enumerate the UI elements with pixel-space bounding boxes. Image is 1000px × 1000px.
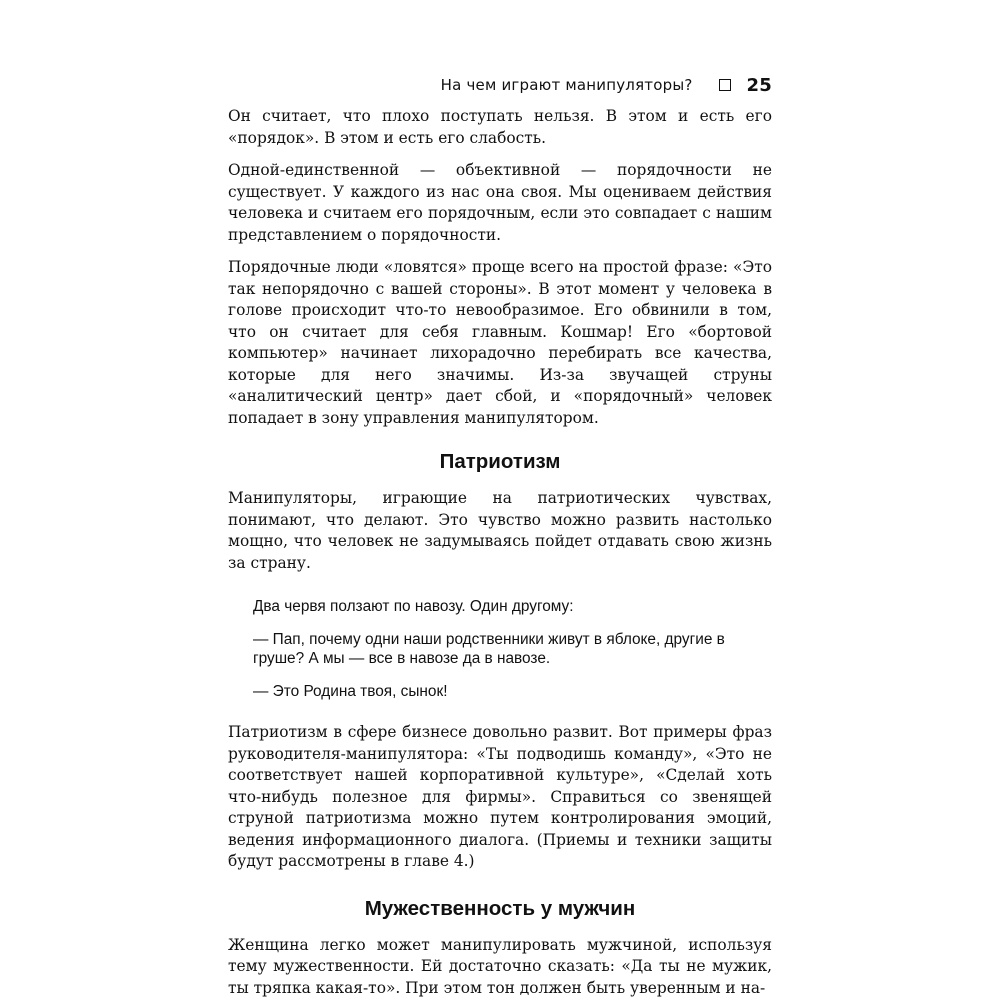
anecdote-line: — Пап, почему одни наши родственники живут в яблоке, другие в груше? А мы — все в навозе да в навозе.: [253, 630, 725, 667]
paragraph: Женщина легко может манипулировать мужчиной, используя тему мужественности. Ей достаточно сказать: «Да ты не мужик, ты тряпка какая-то». При этом тон должен быть уверенным и на-: [228, 935, 772, 997]
square-bullet-icon: [719, 79, 731, 91]
section-heading-patriotism: Патриотизм: [439, 450, 561, 473]
anecdote-line: — Это Родина твоя, сынок!: [253, 682, 448, 700]
paragraph: Патриотизм в сфере бизнесе довольно развит. Вот примеры фраз руководителя-манипулятора: «Ты подводишь команду», «Это не соответствует нашей корпоративной культуре», «Сделай хоть что-нибудь полезное для фирмы». Справиться со звенящей струной патриотизма можно путем контролирования эмоций, ведения информационного диалога. (Приемы и техники защиты будут рассмотрены в главе 4.): [228, 723, 772, 870]
section-heading-masculinity: Мужественность у мужчин: [364, 896, 636, 920]
paragraph: Одной-единственной — объективной — порядочности не существует. У каждого из нас она своя. Мы оцениваем действия человека и считаем его порядочным, если это совпадает с нашим представлением о порядочности.: [228, 161, 772, 244]
page-body: [228, 106, 772, 1000]
paragraph: Манипуляторы, играющие на патриотических чувствах, понимают, что делают. Это чувство можно развить настолько мощно, что человек не задумываясь пойдет отдавать свою жизнь за страну.: [228, 489, 772, 572]
running-header: [228, 72, 772, 98]
paragraph: Порядочные люди «ловятся» проще всего на простой фразе: «Это так непорядочно с вашей стороны». В этот момент у человека в голове происходит что-то невообразимое. Его обвинили в том, что он считает для себя главным. Кошмар! Его «бортовой компьютер» начинает лихорадочно перебирать все качества, которые для него значимы. Из-за звучащей струны «аналитический центр» дает сбой, и «порядочный» человек попадает в зону управления манипулятором.: [228, 258, 772, 427]
paragraph: Он считает, что плохо поступать нельзя. В этом и есть его «порядок». В этом и есть его слабость.: [228, 107, 772, 147]
running-title: На чем играют манипуляторы?: [440, 76, 693, 94]
anecdote-line: Два червя ползают по навозу. Один другому:: [253, 598, 574, 615]
anecdote-block: [253, 597, 772, 701]
page-number: 25: [746, 74, 772, 96]
